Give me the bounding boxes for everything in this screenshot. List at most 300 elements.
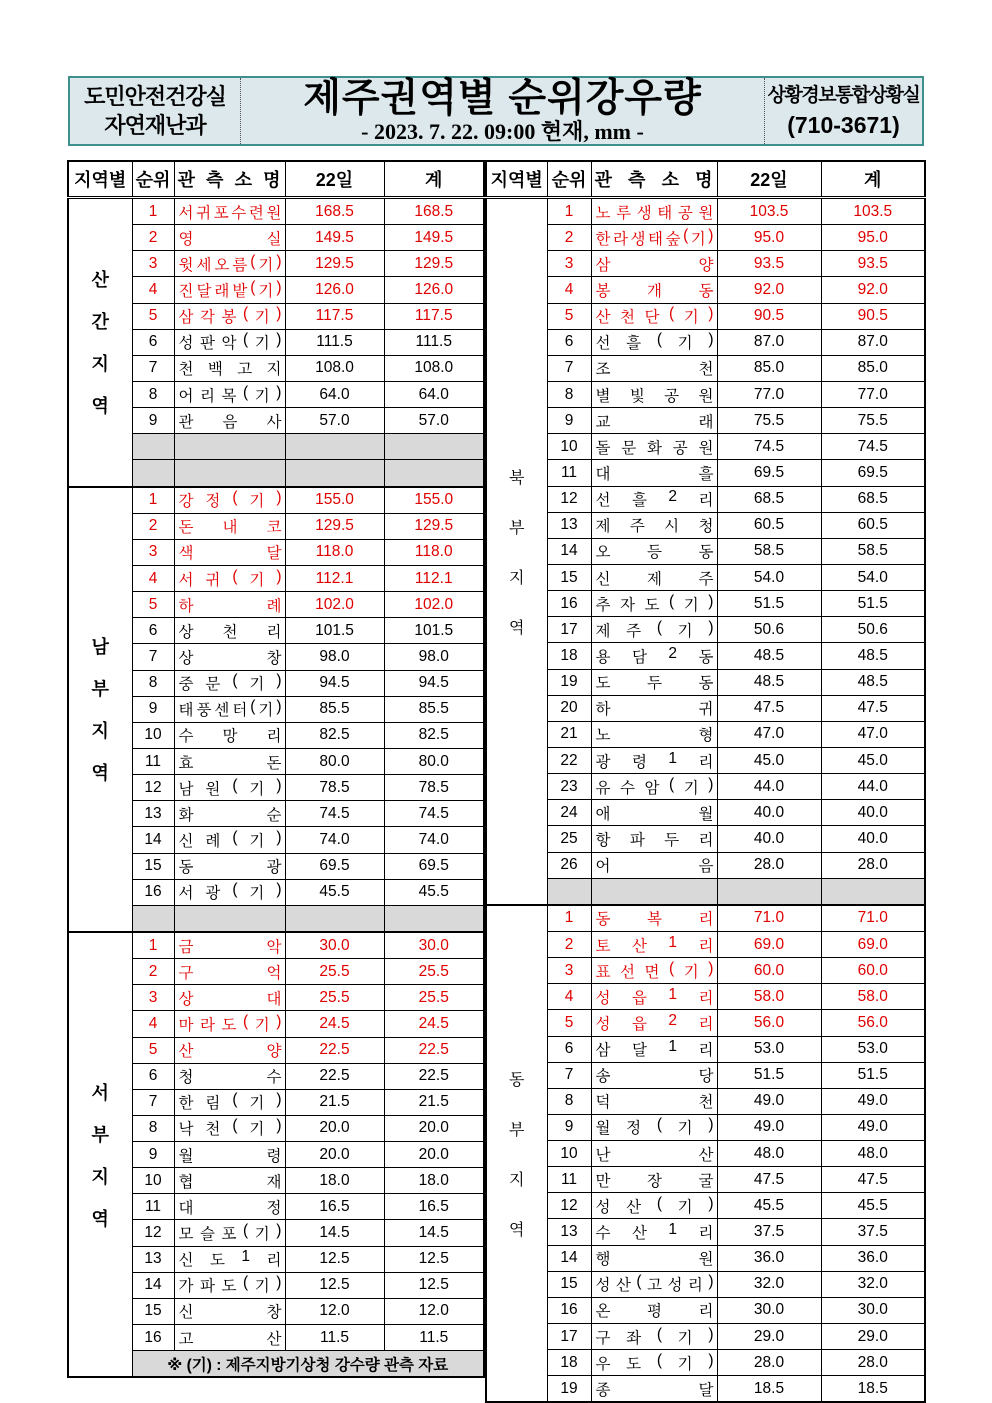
glyph: 애 bbox=[595, 805, 611, 823]
station-name-cell bbox=[174, 1194, 285, 1220]
glyph: 강 bbox=[178, 493, 194, 511]
rainfall-total-cell: 18.0 bbox=[384, 1168, 484, 1194]
station-name-cell bbox=[591, 1271, 717, 1297]
report-subtitle: - 2023. 7. 22. 09:00 현재, mm - bbox=[361, 118, 644, 144]
rank-cell: 11 bbox=[132, 1194, 174, 1220]
column-header-station-label bbox=[178, 166, 281, 192]
glyph: 기 bbox=[249, 571, 265, 589]
station-name-cell bbox=[174, 1063, 285, 1089]
glyph: 소 bbox=[234, 170, 252, 190]
glyph: ) bbox=[276, 383, 282, 401]
rainfall-22-cell: 30.0 bbox=[717, 1297, 821, 1323]
station-name bbox=[596, 802, 714, 824]
glyph: 센 bbox=[214, 702, 230, 720]
glyph: 돈 bbox=[178, 519, 194, 537]
rainfall-total-cell: 24.5 bbox=[384, 1011, 484, 1037]
station-name-cell bbox=[591, 1036, 717, 1062]
rank-cell: 16 bbox=[547, 1297, 591, 1323]
column-header-station bbox=[591, 161, 717, 198]
glyph: 리 bbox=[698, 1015, 714, 1033]
station-name-cell bbox=[591, 669, 717, 695]
glyph: 재 bbox=[266, 1173, 282, 1191]
glyph: ( bbox=[669, 959, 675, 977]
region-label bbox=[487, 1067, 547, 1240]
department-block bbox=[70, 78, 241, 144]
rainfall-22-cell: 28.0 bbox=[717, 1350, 821, 1376]
station-name bbox=[596, 854, 714, 876]
glyph: 역 bbox=[509, 619, 525, 637]
rainfall-total-cell: 22.5 bbox=[384, 1037, 484, 1063]
glyph: 례 bbox=[205, 832, 221, 850]
rainfall-22-cell: 68.5 bbox=[717, 486, 821, 512]
rank-cell: 12 bbox=[547, 486, 591, 512]
station-name-cell bbox=[591, 1193, 717, 1219]
rainfall-22-cell: 112.1 bbox=[285, 565, 384, 591]
rank-cell: 5 bbox=[547, 1010, 591, 1036]
rank-cell: 9 bbox=[547, 1114, 591, 1140]
glyph: ( bbox=[232, 1117, 238, 1135]
rank-cell: 2 bbox=[132, 959, 174, 985]
glyph: 목 bbox=[221, 387, 237, 405]
glyph: 라 bbox=[613, 230, 628, 248]
rainfall-22-cell: 75.5 bbox=[717, 408, 821, 434]
rainfall-22-cell: 102.0 bbox=[285, 592, 384, 618]
glyph: 래 bbox=[214, 282, 230, 300]
rank-cell: 11 bbox=[132, 748, 174, 774]
station-name-cell bbox=[174, 959, 285, 985]
glyph: 달 bbox=[631, 1042, 647, 1060]
rank-cell: 4 bbox=[547, 984, 591, 1010]
glyph: 북 bbox=[509, 469, 525, 487]
glyph: 추 bbox=[595, 596, 611, 614]
station-name bbox=[179, 357, 282, 379]
glyph: 숲 bbox=[665, 230, 681, 248]
rank-cell: 10 bbox=[547, 434, 591, 460]
rainfall-total-cell: 149.5 bbox=[384, 225, 484, 251]
glyph: 기 bbox=[683, 596, 699, 614]
table-row bbox=[486, 564, 925, 590]
blank-cell bbox=[821, 878, 925, 905]
glyph: 당 bbox=[698, 1068, 714, 1086]
station-name bbox=[179, 1065, 282, 1087]
glyph: 만 bbox=[595, 1172, 611, 1190]
glyph: 구 bbox=[595, 1329, 611, 1347]
glyph: 리 bbox=[266, 1252, 282, 1270]
rainfall-22-cell: 48.5 bbox=[717, 643, 821, 669]
glyph: ( bbox=[250, 278, 256, 296]
glyph: ) bbox=[708, 618, 714, 636]
column-header-region: 지역별 bbox=[486, 161, 547, 198]
rank-cell: 25 bbox=[547, 826, 591, 852]
glyph: 선 bbox=[595, 335, 611, 353]
station-name-cell bbox=[591, 198, 717, 225]
glyph: 상 bbox=[178, 990, 194, 1008]
glyph: 청 bbox=[698, 518, 714, 536]
glyph: 천 bbox=[222, 623, 238, 641]
glyph: 1 bbox=[668, 1038, 678, 1056]
station-name-cell bbox=[591, 826, 717, 852]
station-name-cell bbox=[591, 1141, 717, 1167]
station-name bbox=[596, 1326, 714, 1348]
station-name bbox=[179, 305, 282, 327]
table-row bbox=[486, 1036, 925, 1062]
station-name-cell bbox=[591, 774, 717, 800]
column-header-rank: 순위 bbox=[132, 161, 174, 198]
rainfall-22-cell: 51.5 bbox=[717, 591, 821, 617]
rainfall-total-cell: 80.0 bbox=[384, 748, 484, 774]
rainfall-22-cell: 12.5 bbox=[285, 1272, 384, 1298]
rainfall-total-cell: 28.0 bbox=[821, 1350, 925, 1376]
rank-cell: 1 bbox=[132, 487, 174, 514]
glyph: ) bbox=[708, 1325, 714, 1343]
glyph: 음 bbox=[222, 413, 238, 431]
footnote: ※ (기) : 제주지방기상청 강수량 관측 자료 bbox=[132, 1351, 484, 1378]
station-name bbox=[179, 1196, 282, 1218]
glyph: ) bbox=[276, 305, 282, 323]
rank-cell: 18 bbox=[547, 1350, 591, 1376]
station-name-cell bbox=[174, 355, 285, 381]
rainfall-22-cell: 82.5 bbox=[285, 722, 384, 748]
glyph: 평 bbox=[647, 1303, 662, 1321]
rainfall-22-cell: 49.0 bbox=[717, 1088, 821, 1114]
rainfall-22-cell: 60.0 bbox=[717, 958, 821, 984]
rank-cell: 3 bbox=[132, 251, 174, 277]
glyph: 음 bbox=[698, 858, 714, 876]
station-name bbox=[596, 1116, 714, 1138]
rainfall-22-cell: 30.0 bbox=[285, 932, 384, 959]
glyph: 신 bbox=[595, 570, 611, 588]
glyph: 기 bbox=[683, 963, 699, 981]
rank-cell: 3 bbox=[547, 958, 591, 984]
glyph: 천 bbox=[620, 309, 635, 327]
rank-cell: 26 bbox=[547, 852, 591, 878]
table-row bbox=[486, 408, 925, 434]
glyph: 기 bbox=[249, 676, 265, 694]
table-row bbox=[486, 1088, 925, 1114]
glyph: 공 bbox=[664, 387, 680, 405]
glyph: ) bbox=[708, 1116, 714, 1134]
glyph: 송 bbox=[595, 1068, 611, 1086]
station-name-cell bbox=[174, 303, 285, 329]
table-row bbox=[486, 251, 925, 277]
glyph: ( bbox=[243, 1012, 249, 1030]
rainfall-table-left bbox=[67, 160, 485, 1378]
glyph: ) bbox=[708, 305, 714, 323]
table-row bbox=[486, 643, 925, 669]
station-name-cell bbox=[174, 1168, 285, 1194]
rainfall-total-cell: 12.5 bbox=[384, 1246, 484, 1272]
glyph: 기 bbox=[677, 335, 693, 353]
glyph: 서 bbox=[178, 571, 194, 589]
glyph: 부 bbox=[91, 679, 109, 700]
rank-cell: 13 bbox=[547, 1219, 591, 1245]
rank-cell: 10 bbox=[132, 1168, 174, 1194]
glyph: 귀 bbox=[205, 571, 221, 589]
glyph: ) bbox=[276, 776, 282, 794]
table-row bbox=[486, 958, 925, 984]
table-row bbox=[486, 512, 925, 538]
glyph: 천 bbox=[698, 361, 714, 379]
station-name-cell bbox=[174, 408, 285, 434]
glyph: 흘 bbox=[698, 465, 714, 483]
rainfall-total-cell: 69.5 bbox=[384, 853, 484, 879]
rainfall-22-cell: 71.0 bbox=[717, 905, 821, 932]
glyph: 서 bbox=[178, 204, 194, 222]
rank-cell: 14 bbox=[132, 1272, 174, 1298]
station-name-cell bbox=[174, 1220, 285, 1246]
table-row bbox=[486, 1193, 925, 1219]
glyph: 리 bbox=[200, 387, 215, 405]
glyph: ( bbox=[232, 776, 238, 794]
rainfall-22-cell: 49.0 bbox=[717, 1114, 821, 1140]
rainfall-total-cell: 47.5 bbox=[821, 695, 925, 721]
glyph: 명 bbox=[695, 170, 713, 190]
glyph: 원 bbox=[698, 387, 714, 405]
rank-cell: 8 bbox=[132, 670, 174, 696]
glyph: 등 bbox=[647, 544, 662, 562]
rainfall-total-cell: 103.5 bbox=[821, 198, 925, 225]
glyph: 덕 bbox=[595, 1094, 611, 1112]
station-name bbox=[596, 253, 714, 275]
glyph: ( bbox=[636, 1273, 642, 1291]
station-name bbox=[596, 723, 714, 745]
rainfall-total-cell: 85.5 bbox=[384, 696, 484, 722]
table-row bbox=[486, 852, 925, 878]
rank-cell: 2 bbox=[547, 931, 591, 957]
glyph: 기 bbox=[677, 1198, 693, 1216]
station-name bbox=[596, 1169, 714, 1191]
glyph: ( bbox=[250, 698, 256, 716]
rainfall-22-cell: 101.5 bbox=[285, 618, 384, 644]
station-name bbox=[179, 987, 282, 1009]
rainfall-22-cell: 85.0 bbox=[717, 355, 821, 381]
rainfall-22-cell: 29.0 bbox=[717, 1324, 821, 1350]
rank-cell: 8 bbox=[132, 1115, 174, 1141]
station-name-cell bbox=[174, 879, 285, 905]
rainfall-total-cell: 25.5 bbox=[384, 985, 484, 1011]
rainfall-total-cell: 58.0 bbox=[821, 984, 925, 1010]
station-name bbox=[596, 907, 714, 929]
glyph: 선 bbox=[595, 492, 611, 510]
station-name-cell bbox=[174, 198, 285, 225]
rainfall-22-cell: 87.0 bbox=[717, 329, 821, 355]
region-label bbox=[69, 266, 132, 418]
glyph: 파 bbox=[629, 831, 645, 849]
table-row bbox=[486, 591, 925, 617]
glyph: ) bbox=[708, 1194, 714, 1212]
table-row bbox=[486, 1167, 925, 1193]
glyph: 태 bbox=[657, 204, 673, 222]
rank-cell: 1 bbox=[547, 198, 591, 225]
glyph: 리 bbox=[266, 623, 282, 641]
glyph: ) bbox=[276, 1091, 282, 1109]
glyph: 창 bbox=[266, 649, 282, 667]
glyph: ) bbox=[276, 881, 282, 899]
table-row bbox=[486, 905, 925, 932]
rainfall-22-cell: 117.5 bbox=[285, 303, 384, 329]
rainfall-total-cell: 75.5 bbox=[821, 408, 925, 434]
station-name bbox=[179, 594, 282, 616]
station-name-cell bbox=[591, 617, 717, 643]
glyph: 고 bbox=[237, 361, 253, 379]
station-name-cell bbox=[591, 1114, 717, 1140]
table-row bbox=[486, 800, 925, 826]
station-name-cell bbox=[591, 984, 717, 1010]
station-name bbox=[179, 620, 282, 642]
rainfall-total-cell: 78.5 bbox=[384, 775, 484, 801]
glyph: 2 bbox=[668, 488, 678, 506]
glyph: 효 bbox=[178, 754, 194, 772]
glyph: 성 bbox=[595, 989, 611, 1007]
rank-cell: 6 bbox=[547, 329, 591, 355]
station-name-cell bbox=[591, 852, 717, 878]
glyph: 세 bbox=[196, 256, 212, 274]
rank-cell: 15 bbox=[132, 1298, 174, 1324]
rainfall-total-cell: 12.0 bbox=[384, 1298, 484, 1324]
rainfall-22-cell: 40.0 bbox=[717, 826, 821, 852]
station-name-cell bbox=[174, 644, 285, 670]
blank-cell bbox=[174, 460, 285, 487]
station-name bbox=[596, 357, 714, 379]
glyph: 래 bbox=[698, 413, 714, 431]
glyph: 암 bbox=[644, 779, 660, 797]
glyph: 수 bbox=[620, 779, 635, 797]
station-name-cell bbox=[174, 1298, 285, 1324]
rainfall-total-cell: 74.5 bbox=[384, 801, 484, 827]
glyph: ) bbox=[276, 252, 282, 270]
station-name bbox=[596, 462, 714, 484]
glyph: 성 bbox=[595, 1198, 611, 1216]
glyph: 정 bbox=[266, 1199, 282, 1217]
rank-cell: 9 bbox=[132, 408, 174, 434]
station-name-cell bbox=[591, 408, 717, 434]
rainfall-total-cell: 53.0 bbox=[821, 1036, 925, 1062]
station-name bbox=[179, 881, 282, 903]
glyph: 광 bbox=[266, 859, 282, 877]
rainfall-22-cell: 69.0 bbox=[717, 931, 821, 957]
glyph: 신 bbox=[178, 1304, 194, 1322]
rainfall-total-cell: 11.5 bbox=[384, 1325, 484, 1351]
station-name-cell bbox=[174, 775, 285, 801]
rainfall-22-cell: 57.0 bbox=[285, 408, 384, 434]
glyph: ) bbox=[708, 592, 714, 610]
rank-cell: 15 bbox=[132, 853, 174, 879]
station-name bbox=[179, 201, 282, 223]
rainfall-total-cell: 82.5 bbox=[384, 722, 484, 748]
station-name bbox=[179, 1144, 282, 1166]
glyph: 순 bbox=[266, 806, 282, 824]
station-name bbox=[179, 751, 282, 773]
station-name bbox=[596, 986, 714, 1008]
blank-cell bbox=[285, 460, 384, 487]
table-row bbox=[486, 1141, 925, 1167]
glyph: 양 bbox=[698, 256, 714, 274]
rainfall-total-cell: 111.5 bbox=[384, 329, 484, 355]
blank-row bbox=[486, 878, 925, 905]
glyph: 봉 bbox=[595, 282, 611, 300]
glyph: 별 bbox=[595, 387, 611, 405]
rank-cell: 7 bbox=[132, 1089, 174, 1115]
glyph: 개 bbox=[647, 282, 662, 300]
station-name-cell bbox=[591, 355, 717, 381]
station-name bbox=[179, 253, 282, 275]
table-row bbox=[486, 1114, 925, 1140]
station-name-cell bbox=[174, 1325, 285, 1351]
rainfall-total-cell: 85.0 bbox=[821, 355, 925, 381]
blank-cell bbox=[717, 878, 821, 905]
rank-cell: 7 bbox=[132, 644, 174, 670]
glyph: 원 bbox=[698, 204, 714, 222]
rainfall-22-cell: 58.5 bbox=[717, 538, 821, 564]
glyph: 화 bbox=[178, 806, 194, 824]
glyph: 루 bbox=[616, 204, 632, 222]
station-name-cell bbox=[174, 1011, 285, 1037]
rainfall-22-cell: 44.0 bbox=[717, 774, 821, 800]
glyph: 고 bbox=[647, 1277, 662, 1295]
table-row bbox=[486, 774, 925, 800]
glyph: ( bbox=[243, 331, 249, 349]
glyph: 각 bbox=[200, 309, 215, 327]
rainfall-total-cell: 69.0 bbox=[821, 931, 925, 957]
glyph: 밭 bbox=[232, 282, 248, 300]
title-block bbox=[241, 78, 765, 144]
rainfall-total-cell: 98.0 bbox=[384, 644, 484, 670]
station-name-cell bbox=[174, 853, 285, 879]
rainfall-total-cell: 29.0 bbox=[821, 1324, 925, 1350]
rank-cell: 2 bbox=[132, 513, 174, 539]
station-name-cell bbox=[174, 513, 285, 539]
glyph: 기 bbox=[677, 1120, 693, 1138]
rainfall-total-cell: 108.0 bbox=[384, 355, 484, 381]
glyph: 우 bbox=[595, 1355, 611, 1373]
glyph: 리 bbox=[698, 753, 714, 771]
rainfall-22-cell: 45.5 bbox=[717, 1193, 821, 1219]
glyph: ( bbox=[656, 1351, 662, 1369]
region-cell bbox=[68, 932, 132, 1377]
glyph: 파 bbox=[200, 1278, 215, 1296]
rank-cell: 20 bbox=[547, 695, 591, 721]
blank-cell bbox=[132, 460, 174, 487]
rainfall-total-cell: 118.0 bbox=[384, 539, 484, 565]
glyph: ( bbox=[243, 305, 249, 323]
glyph: 림 bbox=[205, 1095, 221, 1113]
glyph: 청 bbox=[178, 1069, 194, 1087]
glyph: ) bbox=[276, 672, 282, 690]
glyph: 귀 bbox=[698, 701, 714, 719]
station-name-cell bbox=[591, 643, 717, 669]
rainfall-22-cell: 80.0 bbox=[285, 748, 384, 774]
station-name bbox=[596, 540, 714, 562]
table-row bbox=[486, 486, 925, 512]
rainfall-total-cell: 77.0 bbox=[821, 381, 925, 407]
table-row bbox=[486, 1350, 925, 1376]
glyph: 담 bbox=[631, 648, 647, 666]
table-row bbox=[486, 355, 925, 381]
glyph: 장 bbox=[647, 1172, 662, 1190]
rainfall-22-cell: 32.0 bbox=[717, 1271, 821, 1297]
station-name bbox=[179, 331, 282, 353]
station-name bbox=[179, 777, 282, 799]
glyph: ) bbox=[276, 1274, 282, 1292]
glyph: 도 bbox=[626, 1355, 642, 1373]
rainfall-total-cell: 112.1 bbox=[384, 565, 484, 591]
column-header-rank: 순위 bbox=[547, 161, 591, 198]
rank-cell: 10 bbox=[132, 722, 174, 748]
station-name-cell bbox=[174, 381, 285, 407]
column-header-total: 계 bbox=[821, 161, 925, 198]
table-row bbox=[486, 695, 925, 721]
glyph: 자 bbox=[620, 596, 635, 614]
